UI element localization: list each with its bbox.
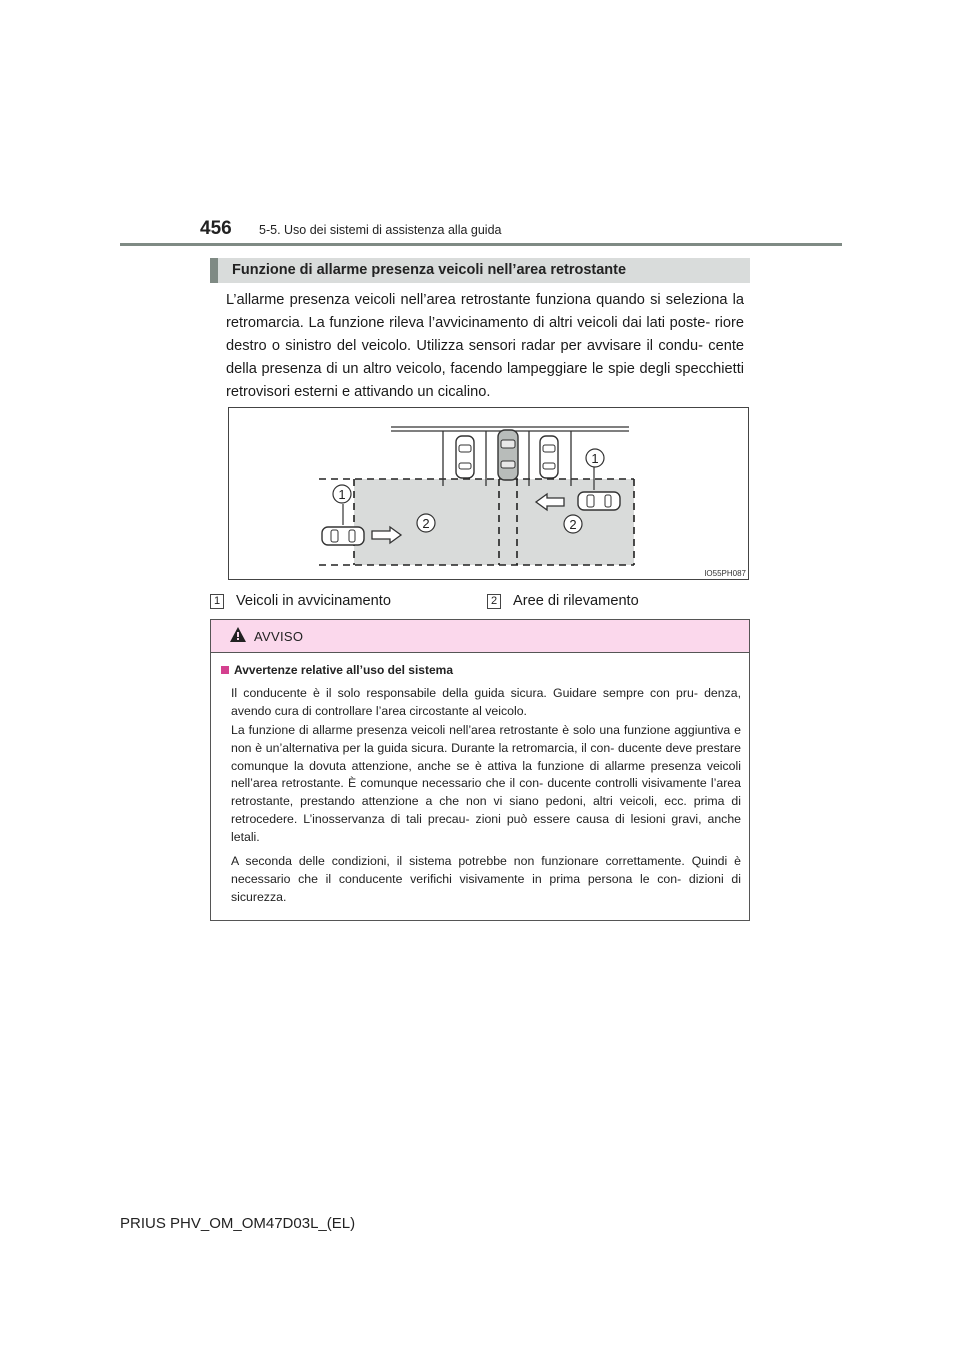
bullet-square-icon <box>221 666 229 674</box>
legend-number-2: 2 <box>487 594 501 609</box>
callout-1-right: 1 <box>591 451 599 466</box>
callout-2-left: 2 <box>422 516 430 531</box>
warning-title: AVVISO <box>254 629 304 644</box>
legend-item-detection <box>487 593 639 609</box>
warning-subtitle <box>221 663 453 677</box>
warning-paragraph-3: A seconda delle condizioni, il sistema potrebbe non funzionare correttamente. Quindi è necessario che il conducente verifichi visivamente in prima persona le con- dizioni di sicurezza. <box>231 854 741 904</box>
warning-triangle-icon <box>229 626 247 643</box>
section-title: Funzione di allarme presenza veicoli nell’area retrostante <box>232 262 627 278</box>
callout-1-left: 1 <box>338 487 346 502</box>
own-car-icon <box>498 430 518 480</box>
warning-subtitle-text: Avvertenze relative all’uso del sistema <box>234 663 453 677</box>
approaching-car-left-icon <box>322 527 364 545</box>
header-rule <box>120 243 842 246</box>
parked-car-left-icon <box>456 436 474 478</box>
approaching-car-right-icon <box>578 492 620 510</box>
legend-label-detection: Aree di rilevamento <box>513 593 639 609</box>
warning-paragraph-2: La funzione di allarme presenza veicoli nell’area retrostante è solo una funzione aggiuntiva e non è un’alternativa per la guida sicura. Durante la retromarcia, il con- ducente deve prestare comunque la dovuta attenzione, anche se è attiva la funzione di allarme presenza veicoli nell’area retrostante. È comunque necessario che il con- ducente controlli visivamente l’area retrostante, prestando attenzione a che non vi siano pedoni, altri veicoli, ecc. prima di retrocedere. L’inosservanza di tali precau- zioni può essere causa di lesioni gravi, anche letali. <box>231 723 741 844</box>
warning-header <box>211 620 749 653</box>
footer-doc-code: PRIUS PHV_OM_OM47D03L_(EL) <box>120 1215 356 1232</box>
figure-code: IO55PH087 <box>704 569 746 578</box>
legend-item-approaching <box>210 593 391 609</box>
intro-paragraph: L’allarme presenza veicoli nell’area retrostante funziona quando si seleziona la retromarcia. La funzione rileva l’avvicinamento di altri veicoli dai lati poste- riore destro o sinistro del veicolo. Utilizza sensori radar per avvisare il condu- cente della presenza di un altro veicolo, facendo lampeggiare le spie degli specchietti retrovisori esterni e attivando un cicalino. <box>226 292 744 400</box>
page-number: 456 <box>200 218 232 239</box>
parking-diagram-svg <box>229 408 750 581</box>
section-heading-bar <box>210 258 750 283</box>
breadcrumb: 5-5. Uso dei sistemi di assistenza alla guida <box>259 223 502 237</box>
legend-label-approaching: Veicoli in avvicinamento <box>236 593 391 609</box>
warning-box <box>210 619 750 921</box>
parked-car-right-icon <box>540 436 558 478</box>
warning-paragraph-1: Il conducente è il solo responsabile della guida sicura. Guidare sempre con pru- denza, avendo cura di controllare l’area circostante al veicolo. <box>231 686 741 718</box>
callout-2-right: 2 <box>569 517 577 532</box>
parking-diagram <box>228 407 749 580</box>
legend-number-1: 1 <box>210 594 224 609</box>
